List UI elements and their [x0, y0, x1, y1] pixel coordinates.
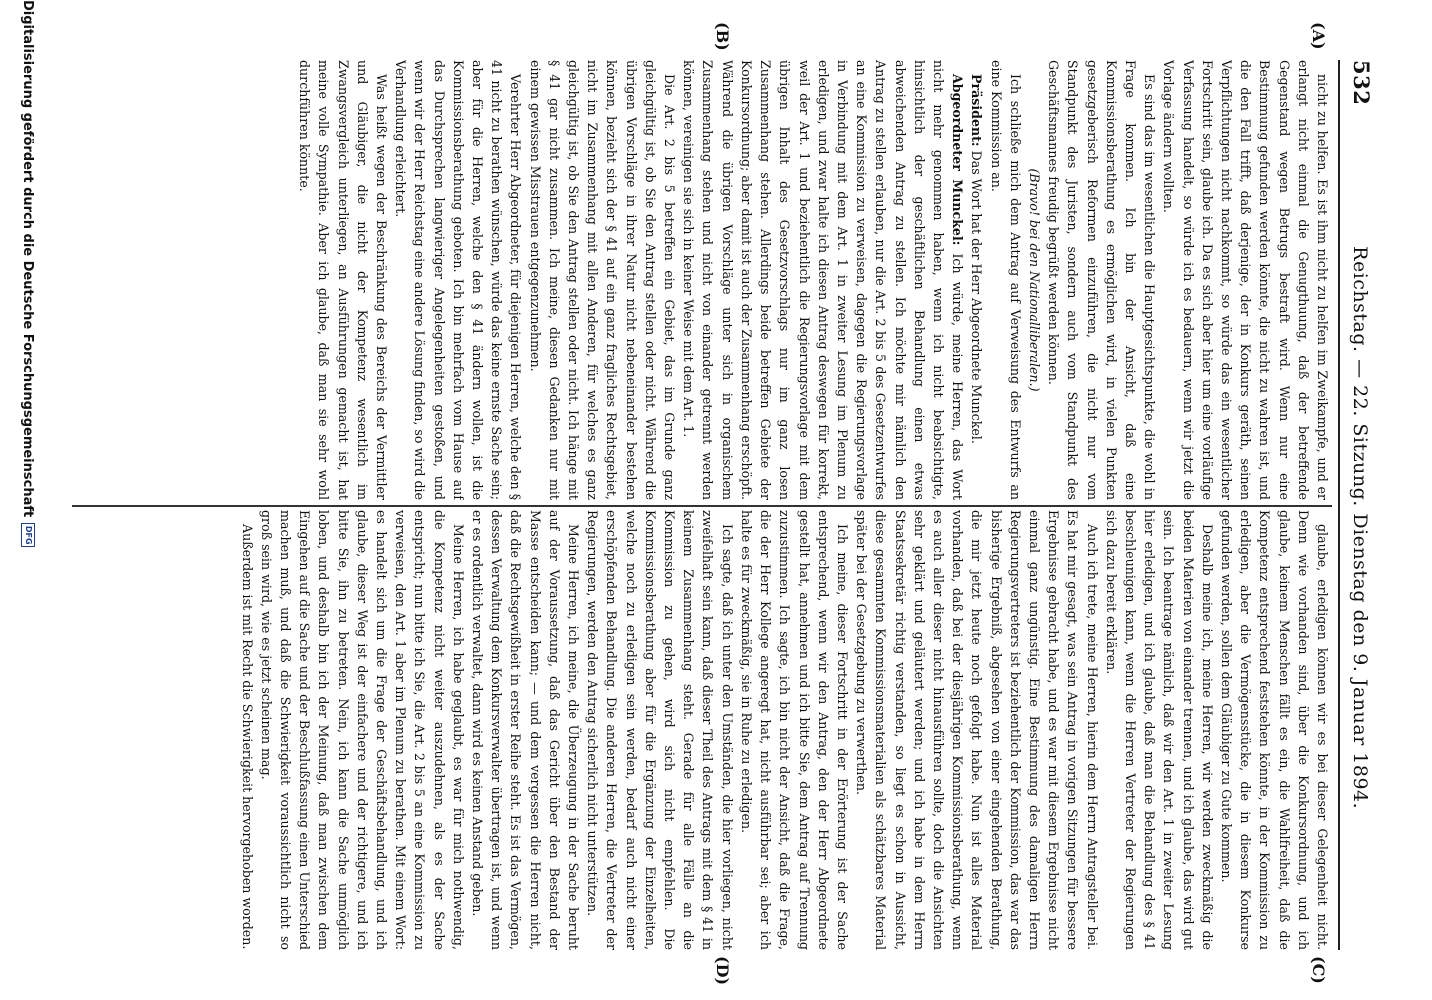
- paragraph: Deshalb meine ich, meine Herren, wir werden zweckmäßig die beiden Materien von einander trennen, und ich glaube, das wird gut sein. Ich beantrage nämlich, daß wir den Art. 1 in zweiter Lesung hier erledigen, und ich glaube, daß man die Behandlung des § 41 beschleunigen kann, wenn die Herren Vertreter der Regierungen sich dazu bereit erklären.: [1103, 510, 1215, 950]
- paragraph: Was heißt wegen der Beschränkung des Bereichs der Vermittler und Gläubiger, die nicht der Kompetenz wesentlich im Zwangsvergleich unterliegen, an Ausführungen gemacht ist, hat meine volle Sympathie. Aber ich glaube, daß man sie sehr wohl durchführen könnte.: [297, 60, 390, 500]
- dfg-logo: DFG: [21, 523, 35, 547]
- speaker-paragraph: [967, 60, 986, 500]
- page-header: [1344, 60, 1374, 950]
- speech-text: Das Wort hat der Herr Abgeordnete Munckel.: [969, 150, 985, 444]
- text-column-left: [72, 60, 1332, 500]
- text-column-right: [72, 510, 1332, 950]
- margin-marker-c: (C): [1309, 956, 1328, 984]
- page-number: 532: [1349, 60, 1374, 106]
- paragraph: Auch ich trete, meine Herren, hierin dem Herrn Antragsteller bei. Es hat mir gesagt, was sein Antrag in vorigen Sitzungen für bessere Ergebnisse gebracht habe, und es war mit diesem Ergebnisse nicht einmal ganz ungünstig. Eine Bestimmung des damaligen Herrn Regierungsvertreters ist beziehentlich der Kommission, das war das bisherige Ergebniß, abgesehen von einer eingehenden Berathung, die mir jetzt heute noch gefolgt habe. Nun ist alles Material vorhanden, daß bei der diesjährigen Kommissionsberathung, wenn es auch aller dieser nicht hinausführen sollte, doch die Ansichten sehr geklärt und geläutert werden; und ich habe in dem Herrn Staatssekretär richtig verstanden, so liegt es schon in Aussicht, diese gesammten Kommissionsmaterialien als schätzbares Material später bei der Gesetzgebung zu verwerthen.: [854, 510, 1100, 950]
- margin-marker-a: (A): [1309, 22, 1328, 50]
- paragraph: Außerdem ist mit Recht die Schwierigkeit hervorgehoben worden.: [239, 524, 255, 950]
- paragraph: Es sind das im wesentlichen die Hauptgesichtspunkte, die wohl in Frage kommen. Ich bin der Ansicht, daß eine Kommissionsberathung es ermöglichen wird, in vielen Punkten gesetzgeberisch Reformen einzuführen, die nicht nur vom Standpunkt des Juristen, sondern auch vom Standpunkt des Geschäftsmannes freudig begrüßt werden können.: [1046, 60, 1158, 500]
- column-divider: [72, 505, 1332, 507]
- footer-note: Digitalisierung gefördert durch die Deutsche Forschungsgemeinschaft: [20, 0, 36, 518]
- digitization-footer: [14, 0, 42, 1000]
- speaker-name: Präsident:: [969, 74, 985, 147]
- paragraph: Ich schließe mich dem Antrag auf Verweisung des Entwurfs an eine Kommission an.: [988, 60, 1023, 500]
- paragraph: Verehrter Herr Abgeordneter, für diejenigen Herren, welche den § 41 nicht zu berathen wünschen, würde das keine ernste Sache sein; aber für die Herren, welche den § 41 ändern wollen, ist die Kommissionsberathung geboten. Ich bin mehrfach vom Hause auf das Durchsprechen langwieriger Angelegenheiten gestoßen, und wenn wir der Herr Reichstag eine andere Lösung finden, so wird die Verhandlung erleichtert.: [393, 60, 524, 500]
- margin-marker-b: (B): [713, 22, 732, 51]
- margin-marker-d: (D): [713, 956, 732, 986]
- paragraph: Die Art. 2 bis 5 betreffen ein Gebiet, das im Grunde ganz gleichgültig ist, ob Sie den Antrag stellen oder nicht. Während die übrigen Vorschläge in ihrer Natur nicht nebeneinander bestehen können, bezieht sich der § 41 auf ein ganz fragliches Rechtsgebiet, nicht im Zusammenhang mit allen Anderen, für welches es ganz gleichgültig ist, ob Sie den Antrag stellen oder nicht. Ich hänge mit § 41 gar nicht zusammen. Ich meine, diesen Gedanken nur mit einem gewissen Misstrauen entgegenzunehmen.: [527, 60, 678, 500]
- paragraph: glaube, erledigen können wir es bei dieser Gelegenheit nicht. Denn wie vorhanden sind, über die Konkursordnung, und ich glaube, keinem Menschen fällt es ein, die Wahlfreiheit, daß die Kompetenz entsprechend feststehen könnte, in der Kommission zu erledigen, aber die Vermögensstücke, die in diesem Konkurse gefunden werden, sollen dem Gläubiger zu Gute kommen.: [1218, 510, 1330, 950]
- speech-text: Ich würde, meine Herren, das Wort nicht mehr genommen haben, wenn ich nicht beabsichtigte, hinsichtlich der geschäftlichen Behandlung einen etwas abweichenden Antrag zu stellen. Ich möchte mir nämlich den Antrag zu stellen erlauben, nur die Art. 2 bis 5 des Gesetzentwurfes an eine Kommission zu verweisen, dagegen die Regierungsvorlage in Verbindung mit dem Art. 1 in zweiter Lesung im Plenum zu erledigen, und zwar halte ich diesen Antrag deswegen für korrekt, weil der Art. 1 und beziehentlich die Regierungsvorlage mit dem übrigen Inhalt des Gesetzvorschlags nur im ganz losen Zusammenhang stehen. Allerdings beide betreffen Gebiete der Konkursordnung; aber damit ist auch der Zusammenhang erschöpft. Während die übrigen Vorschläge unter sich in organischem Zusammenhang stehen und nicht von einander getrennt werden können, vereinigen sie sich in keiner Weise mit dem Art. 1.: [681, 60, 966, 500]
- header-rule: [1338, 60, 1340, 950]
- speaker-name: Abgeordneter Munckel:: [950, 74, 966, 246]
- speaker-paragraph: [679, 60, 967, 500]
- paragraph: nicht zu helfen. Es ist ihm nicht zu helfen im Zweikampfe, und er erlangt nicht einmal die Genugthuung, daß der betreffende Gegenstand wegen Betrugs bestraft wird. Wenn nur eine Bestimmung gefunden werden könnte, die nicht zu wahren ist, und die den Fall trifft, daß derjenige, der in Konkurs geräth, seinen Verpflichtungen nicht nachkommt, so würde das ein wesentlicher Fortschritt sein, glaube ich. Da es sich aber hier um eine vorläufige Verfassung handelt, so würde ich es bedauern, wenn wir jetzt die Vorlage ändern wollten.: [1161, 60, 1330, 500]
- paragraph: Ich meine, dieser Fortschritt in der Erörterung ist der Sache entsprechend, wenn wir den Antrag, den der Herr Abgeordnete gestellt hat, annehmen und ich bitte Sie, dem Antrag auf Trennung zuzustimmen. Ich sagte, ich bin nicht der Ansicht, daß die Frage, die der Herr Kollege angeregt hat, nicht ausführbar sei; aber ich halte es für zweckmäßig, sie in Ruhe zu erledigen.: [738, 510, 850, 950]
- running-title: Reichstag. — 22. Sitzung. Dienstag den 9. Januar 1894.: [1349, 246, 1371, 810]
- paragraph: Meine Herren, ich habe geglaubt, es war für mich nothwendig, die Kompetenz nicht weiter auszudehnen, als es der Sache entspricht; nun bitte ich Sie, die Art. 2 bis 5 an eine Kommission zu verweisen, den Art. 1 aber im Plenum zu berathen. Mit einem Wort: es handelt sich um die Frage der Geschäftsbehandlung, und ich glaube, dieser Weg ist der einfachere und der richtigere, und ich bitte Sie, ihn zu betreten. Nein, ich kann die Sache unmöglich loben, und deshalb bin ich der Meinung, daß man zwischen dem Eingehen auf die Sache und der Beschlußfassung einen Unterschied machen muß, und daß die Schwierigkeit voraussichtlich nicht so groß sein wird, wie es jetzt scheinen mag.: [258, 510, 466, 950]
- stage-direction: (Bravo! bei den Nationalliberalen.): [1026, 168, 1042, 392]
- paragraph: Meine Herren, ich meine, die Überzeugung in der Sache beruht auf der Voraussetzung, daß das Gericht über den Bestand der Masse entscheiden kann; — und dem vergessen die Herren nicht, daß die Rechtsgewißheit in erster Reihe steht. Es ist das Vermögen, dessen Verwaltung dem Konkursverwalter übertragen ist, und wenn er es ordentlich verwaltet, dann wird es keinen Anstand geben.: [470, 510, 582, 950]
- paragraph: Ich sagte, daß ich unter den Umständen, die hier vorliegen, nicht zweifelhaft sein kann, daß dieser Theil des Antrags mit dem § 41 in keinem Zusammenhang steht. Gerade für alle Fälle an die Kommission zu gehen, wird sich nicht empfehlen. Die Kommissionsberathung aber für die Ergänzung der Einzelheiten, welche noch zu erledigen sein werden, bedarf auch nicht einer erschöpfenden Behandlung. Die anderen Herren, die Vertreter der Regierungen, werden den Antrag sicherlich nicht unterstützen.: [585, 510, 735, 950]
